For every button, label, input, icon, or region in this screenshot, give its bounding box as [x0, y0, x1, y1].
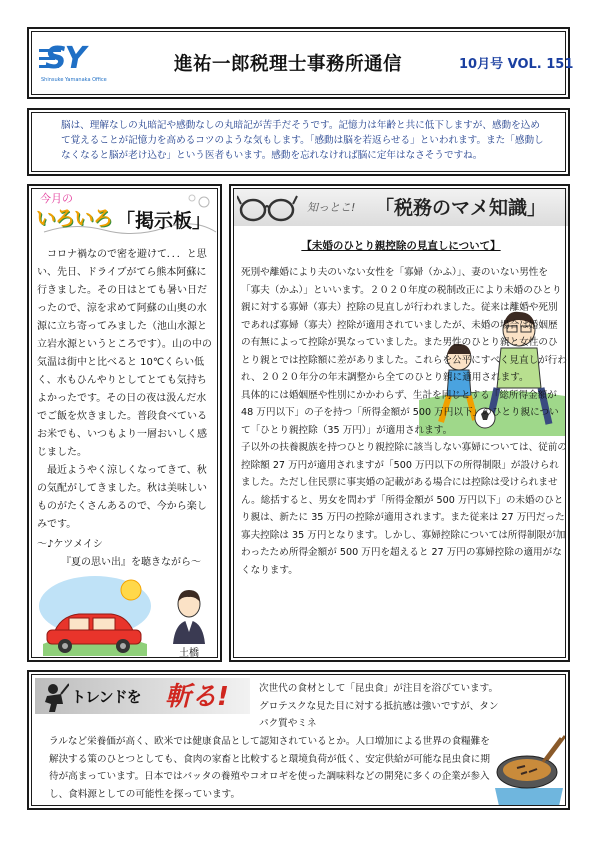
- trend-section: [27, 670, 570, 810]
- trend-label-kanji: 斬る!: [165, 682, 229, 712]
- trend-header: [35, 678, 250, 714]
- family-illustration: [419, 304, 565, 436]
- newsletter-title: 進祐一郎税理士事務所通信: [174, 54, 403, 75]
- bulletin-body: [37, 246, 215, 534]
- trend-text-bottom: ラルなど栄養価が高く、欧米では健康食品として認知されているとか。人口増加による世界の食糧難を解決する策のひとつとしても、食肉の家畜と比較すると環境負荷が低く、安定供給が可能な昆虫食に期待が高まっています。日本ではバッタの養殖やコオロギを使った調味料などの開発に多くの企業が参入し、食料源としての可能性を探っています。: [49, 736, 490, 800]
- tax-knowledge-label-small: 知っとこ!: [307, 201, 356, 214]
- article-title: 【未婚のひとり親控除の見直しについて】: [301, 240, 501, 252]
- intro-text: 脳は、理解なしの丸暗記や感動なしの丸暗記が苦手だそうです。記憶力は年齢と共に低下しますが、感動を込めて覚えることが記憶力を高めるコツのような気もします。「感動は脳を若返らせる」といわれます。また「感動しなくなると脳が老け込む」という医者もいます。感動を忘れなければ脳に定年はなさそうですね。: [61, 120, 544, 161]
- author-name: 土橋: [179, 648, 199, 659]
- article-paragraph: 子以外の扶養親族を持つひとり親控除に該当しない寡婦については、従前の控除額 27 万円が適用されますが「500 万円以下の所得制限」が設けられました。ただし住民票に事実婚の記載がある場合には控除は受けられません。総括すると、男女を問わず「所得金額が 500 万円以下」の未婚のひとり親は、新たに 35 万円の控除が適用されます。また従来は 27 万円だった寡夫控除は 35 万円となります。しかし、寡婦控除については所得制限が加わったため所得金額が 500 万円を超えると 27 万円の寡婦控除の適用がなくなります。: [241, 442, 567, 576]
- article-paragraph: 具体的には婚姻歴や性別にかかわらず、生計を同じとする「総所得金額が 48 万円以下」の子を持つ「所得金額が 500 万円以下」のひとり親について「ひとり親控除（35 万円）」が適用されます。: [241, 389, 559, 436]
- article-body: [241, 264, 567, 579]
- glasses-icon: [237, 190, 299, 224]
- intro-box: [27, 108, 570, 176]
- swordsman-icon: [39, 682, 69, 712]
- bulletin-label-main: 「掲示板」: [116, 210, 212, 232]
- bulletin-sign: ～♪ケツメイシ: [37, 539, 103, 550]
- tax-knowledge-section: [229, 184, 570, 662]
- bulletin-header-art: [34, 192, 219, 236]
- author-avatar: [169, 588, 209, 644]
- trend-label-text: トレンドを: [71, 688, 141, 706]
- issue-number: 10月号 VOL. 151: [459, 57, 574, 72]
- bulletin-header: [34, 192, 219, 236]
- bulletin-song: 『夏の思い出』を聴きながら～: [61, 557, 201, 568]
- logo-tagline: Shinsuke Yamanaka Office: [41, 77, 107, 83]
- office-logo: [39, 43, 137, 89]
- bulletin-board: [27, 184, 222, 662]
- frying-pan-illustration: [491, 726, 567, 808]
- bulletin-label-colorful: いろいろ: [36, 206, 112, 230]
- newsletter-header: [27, 27, 574, 99]
- bulletin-label-small: 今月の: [40, 192, 73, 205]
- logo-letters: SY: [45, 41, 85, 76]
- tax-knowledge-header: [233, 188, 568, 226]
- tax-knowledge-label-main: 「税務のマメ知識」: [375, 197, 547, 219]
- article-paragraph: 死別や離婚により夫のいない女性を「寡婦（かふ）」、妻のいない男性を「寡夫（かふ）」といいます。２０２０年度の税制改正により未婚のひとり親に対する寡婦（寡夫）控除の見直しが行われました。従来は離婚や死別であれば寡婦（寡夫）控除が適用されていましたが、未婚の場合は婚姻歴の有無によって控除が異なっていました。また男性のひとり親と女性のひとり親とでは控除額に差がありました。これらを公平にすべく見直しが行われ、２０２０年分の年末調整から全てのひとり親に適用されます。: [241, 267, 567, 383]
- bulletin-paragraph: コロナ禍なので密を避けて．．．と思い、先日、ドライブがてら熊本阿蘇に行きました。その日はとても暑い日だったので、涼を求めて阿蘇の山奥の水源に立ち寄ってみました（池山水源と立岩水源というところです）。山の中の気温は街中と比べると 10℃くらい低く、水もひんやりとしてとても気持ちよかったです。その日の夜は汲んだ水でご飯を炊きました。普段食べているお米でも、いつもより一層おいしく感じました。: [37, 249, 212, 458]
- car-illustration: [35, 574, 153, 656]
- bulletin-paragraph: 最近ようやく涼しくなってきて、秋の気配がしてきました。秋は美味しいものがたくさんあるので、今から楽しみです。: [37, 465, 207, 530]
- trend-text-top: 次世代の食材として「昆虫食」が注目を浴びています。グロテスクな見た目に対する抵抗感は強いですが、タンパク質やミネ: [259, 683, 499, 729]
